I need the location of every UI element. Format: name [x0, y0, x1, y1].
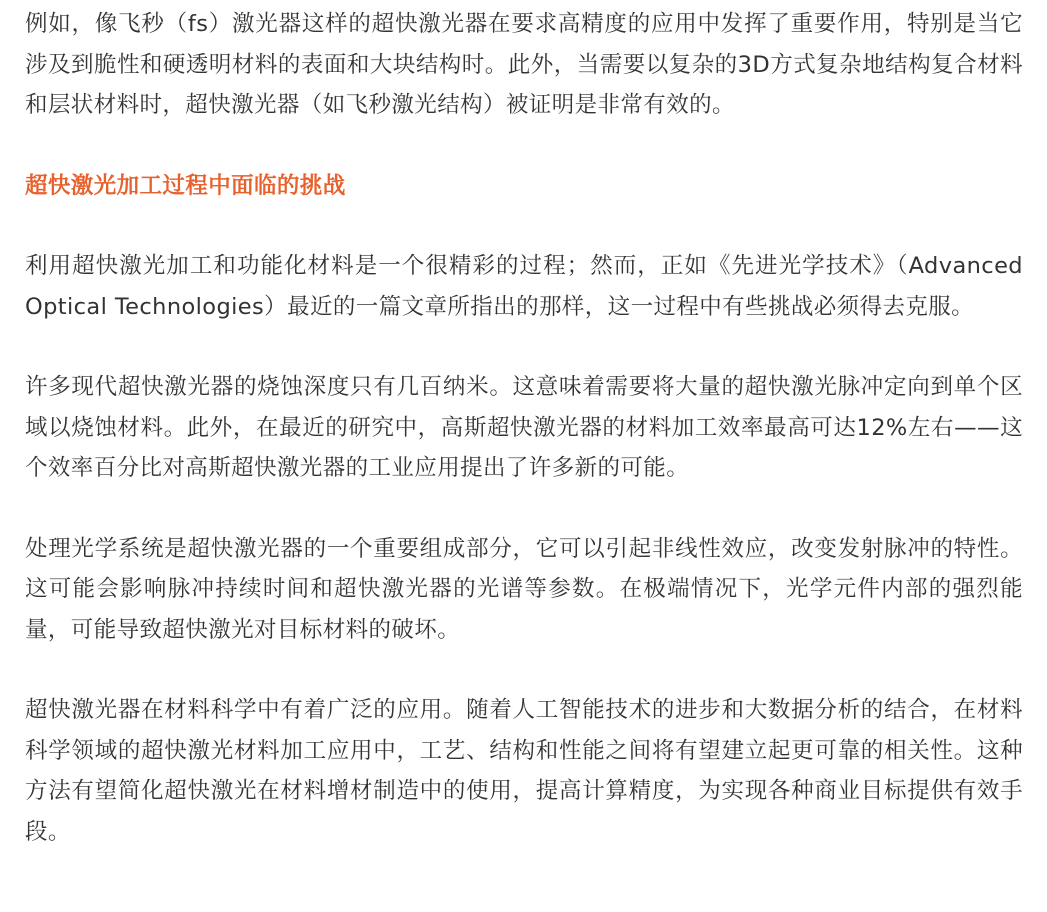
paragraph-materials-science: 超快激光器在材料科学中有着广泛的应用。随着人工智能技术的进步和大数据分析的结合，在材料科学领域的超快激光材料加工应用中，工艺、结构和性能之间将有望建立起更可靠的相关性。这种方法有望简化超快激光在材料增材制造中的使用，提高计算精度，为实现各种商业目标提供有效手段。	[25, 697, 1023, 845]
paragraph-challenges: 利用超快激光加工和功能化材料是一个很精彩的过程；然而，正如《先进光学技术》（Advanced Optical Technologies）最近的一篇文章所指出的那样，这一过程中有些挑战必须得去克服。	[25, 253, 1023, 320]
article-body	[25, 4, 1023, 892]
paragraph-optical-system: 处理光学系统是超快激光器的一个重要组成部分，它可以引起非线性效应，改变发射脉冲的特性。这可能会影响脉冲持续时间和超快激光器的光谱等参数。在极端情况下，光学元件内部的强烈能量，可能导致超快激光对目标材料的破坏。	[25, 535, 1023, 643]
paragraph-intro: 例如，像飞秒（fs）激光器这样的超快激光器在要求高精度的应用中发挥了重要作用，特别是当它涉及到脆性和硬透明材料的表面和大块结构时。此外，当需要以复杂的3D方式复杂地结构复合材料和层状材料时，超快激光器（如飞秒激光结构）被证明是非常有效的。	[25, 11, 1023, 118]
paragraph-ablation-depth: 许多现代超快激光器的烧蚀深度只有几百纳米。这意味着需要将大量的超快激光脉冲定向到单个区域以烧蚀材料。此外，在最近的研究中，高斯超快激光器的材料加工效率最高可达12%左右——这个效率百分比对高斯超快激光器的工业应用提出了许多新的可能。	[25, 374, 1023, 481]
section-heading: 超快激光加工过程中面临的挑战	[25, 172, 346, 199]
